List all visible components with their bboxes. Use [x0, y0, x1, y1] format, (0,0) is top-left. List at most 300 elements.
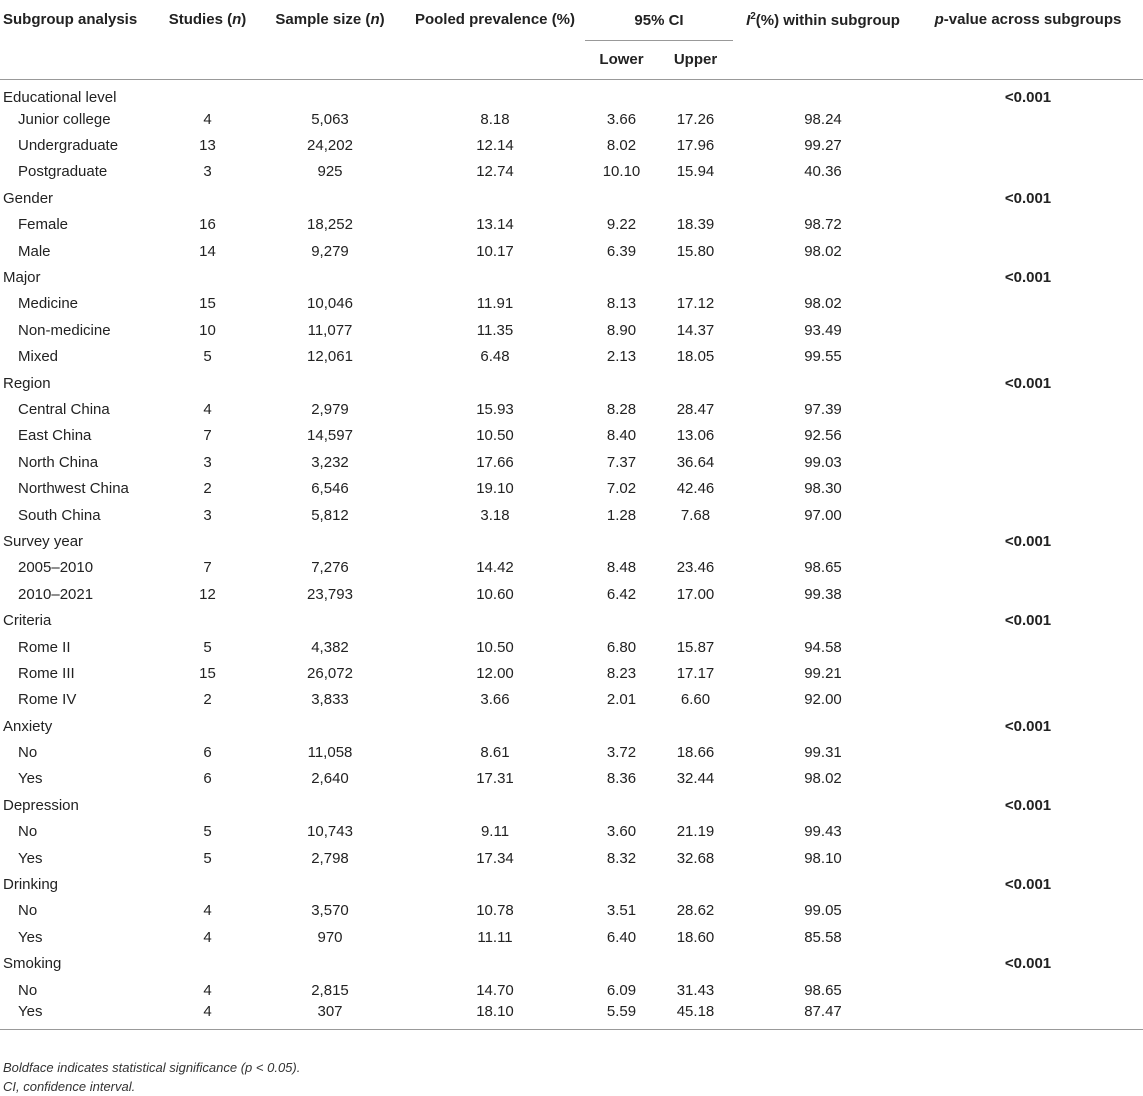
group-row	[0, 871, 1143, 897]
empty-cell	[255, 607, 405, 633]
sample-size-cell: 7,276	[311, 559, 349, 577]
ci-lower-cell: 3.66	[606, 110, 637, 128]
header-pooled-prevalence: Pooled prevalence (%)	[414, 11, 576, 28]
empty-cell	[913, 317, 1143, 343]
empty-cell	[405, 528, 585, 554]
ci-lower-cell: 1.28	[606, 506, 637, 524]
ci-upper-cell: 17.26	[676, 110, 715, 128]
empty-cell	[255, 80, 405, 107]
empty-cell	[255, 264, 405, 290]
i2-cell: 40.36	[804, 163, 842, 181]
header-studies: Studies (n)	[168, 11, 247, 28]
empty-cell	[255, 528, 405, 554]
ci-upper-cell: 31.43	[676, 981, 715, 999]
ci-upper-cell: 42.46	[676, 480, 715, 498]
studies-cell: 14	[199, 242, 216, 260]
p-value-cell: <0.001	[1004, 532, 1052, 550]
empty-cell	[913, 739, 1143, 765]
ci-upper-cell: 45.18	[658, 1003, 733, 1030]
group-row	[0, 528, 1143, 554]
empty-cell	[405, 80, 585, 107]
empty-cell	[658, 951, 733, 977]
subgroup-name: 2010–2021	[18, 585, 94, 603]
empty-cell	[733, 264, 913, 290]
group-name: Major	[3, 269, 41, 287]
group-name: Survey year	[3, 532, 84, 550]
pooled-prevalence-cell: 10.78	[476, 902, 514, 920]
empty-cell	[658, 792, 733, 818]
subgroup-name: Rome II	[18, 638, 71, 656]
studies-cell: 15	[199, 664, 216, 682]
empty-cell	[733, 370, 913, 396]
studies-cell: 4	[203, 981, 212, 999]
sample-size-cell: 11,058	[307, 744, 353, 762]
empty-cell	[255, 792, 405, 818]
table-row	[0, 845, 1143, 871]
i2-cell: 98.02	[804, 770, 842, 788]
i2-cell: 93.49	[804, 321, 842, 339]
ci-upper-cell: 13.06	[676, 427, 715, 445]
pooled-prevalence-cell: 10.50	[476, 427, 514, 445]
ci-lower-cell: 3.60	[606, 823, 637, 841]
studies-cell: 3	[203, 163, 212, 181]
empty-cell	[733, 80, 913, 107]
table-row	[0, 396, 1143, 422]
i2-cell: 97.39	[804, 400, 842, 418]
sample-size-cell: 2,979	[311, 400, 349, 418]
ci-upper-cell: 18.60	[676, 928, 715, 946]
studies-cell: 4	[160, 1003, 255, 1030]
ci-upper-cell: 28.47	[676, 400, 715, 418]
subgroup-name: Yes	[18, 849, 43, 867]
i2-cell: 97.00	[804, 506, 842, 524]
empty-cell	[585, 713, 658, 739]
group-name: Anxiety	[3, 717, 53, 735]
ci-lower-cell: 6.40	[606, 928, 637, 946]
ci-lower-cell: 8.02	[606, 137, 637, 155]
ci-lower-cell: 3.72	[606, 744, 637, 762]
ci-lower-cell: 5.59	[585, 1003, 658, 1030]
pooled-prevalence-cell: 9.11	[480, 823, 510, 841]
subgroup-name: Non-medicine	[18, 321, 111, 339]
i2-cell: 99.55	[804, 348, 842, 366]
sample-size-cell: 5,063	[311, 110, 349, 128]
studies-cell: 12	[199, 585, 216, 603]
group-row	[0, 80, 1143, 107]
studies-cell: 2	[203, 480, 212, 498]
empty-cell	[585, 792, 658, 818]
empty-cell	[658, 607, 733, 633]
table-body	[0, 80, 1143, 1030]
table-row	[0, 819, 1143, 845]
table-row	[0, 159, 1143, 185]
empty-cell	[658, 871, 733, 897]
empty-cell	[255, 713, 405, 739]
table-header	[0, 0, 1143, 80]
pooled-prevalence-cell: 14.42	[476, 559, 514, 577]
ci-upper-cell: 21.19	[676, 823, 715, 841]
studies-cell: 13	[199, 137, 216, 155]
sample-size-cell: 5,812	[311, 506, 349, 524]
pooled-prevalence-cell: 10.60	[476, 585, 514, 603]
empty-cell	[913, 819, 1143, 845]
empty-cell	[913, 475, 1143, 501]
table-row	[0, 423, 1143, 449]
empty-cell	[585, 871, 658, 897]
pooled-prevalence-cell: 3.18	[480, 506, 510, 524]
header-95-ci: 95% CI	[585, 0, 733, 41]
table-row	[0, 766, 1143, 792]
pooled-prevalence-cell: 13.14	[476, 216, 514, 234]
subgroup-name: Rome IV	[18, 691, 77, 709]
pooled-prevalence-cell: 11.11	[477, 928, 513, 946]
studies-cell: 6	[203, 744, 212, 762]
empty-cell	[913, 238, 1143, 264]
subgroup-name: Undergraduate	[18, 137, 119, 155]
sample-size-cell: 3,570	[311, 902, 349, 920]
empty-cell	[913, 423, 1143, 449]
empty-cell	[585, 528, 658, 554]
empty-cell	[658, 713, 733, 739]
empty-cell	[913, 660, 1143, 686]
sample-size-cell: 3,232	[311, 453, 349, 471]
empty-cell	[658, 264, 733, 290]
table-row	[0, 449, 1143, 475]
subgroup-name: No	[18, 981, 38, 999]
table-row	[0, 502, 1143, 528]
empty-cell	[913, 898, 1143, 924]
table-row	[0, 581, 1143, 607]
table-row	[0, 555, 1143, 581]
empty-cell	[585, 951, 658, 977]
empty-cell	[255, 185, 405, 211]
empty-cell	[405, 951, 585, 977]
p-value-cell: <0.001	[1004, 374, 1052, 392]
ci-lower-cell: 7.02	[606, 480, 637, 498]
note-ci: CI, confidence interval.	[3, 1079, 136, 1094]
pooled-prevalence-cell: 12.74	[476, 163, 514, 181]
ci-upper-cell: 28.62	[676, 902, 715, 920]
empty-cell	[585, 264, 658, 290]
ci-lower-cell: 6.42	[606, 585, 637, 603]
ci-lower-cell: 2.01	[606, 691, 637, 709]
ci-lower-cell: 6.09	[606, 981, 637, 999]
empty-cell	[913, 687, 1143, 713]
subgroup-name: No	[18, 823, 38, 841]
table-row	[0, 212, 1143, 238]
ci-upper-cell: 23.46	[676, 559, 715, 577]
empty-cell	[913, 344, 1143, 370]
empty-cell	[160, 713, 255, 739]
note-boldface: Boldface indicates statistical significance (p < 0.05).	[3, 1060, 301, 1075]
empty-cell	[405, 370, 585, 396]
group-row	[0, 792, 1143, 818]
ci-lower-cell: 6.39	[606, 242, 637, 260]
table-row	[0, 898, 1143, 924]
empty-cell	[405, 713, 585, 739]
table-row	[0, 1003, 1143, 1030]
ci-upper-cell: 18.66	[676, 744, 715, 762]
table-row	[0, 317, 1143, 343]
p-value-cell: <0.001	[1004, 955, 1052, 973]
p-value-cell: <0.001	[1004, 876, 1052, 894]
i2-cell: 99.31	[804, 744, 842, 762]
empty-cell	[733, 951, 913, 977]
table-row	[0, 634, 1143, 660]
empty-cell	[255, 370, 405, 396]
i2-cell: 98.02	[804, 295, 842, 313]
group-row	[0, 607, 1143, 633]
empty-cell	[733, 871, 913, 897]
sample-size-cell: 14,597	[307, 427, 353, 445]
table-row	[0, 291, 1143, 317]
group-name: Depression	[3, 796, 79, 814]
empty-cell	[255, 951, 405, 977]
table-row	[0, 238, 1143, 264]
p-value-cell: <0.001	[1004, 89, 1052, 106]
group-row	[0, 713, 1143, 739]
ci-upper-cell: 32.44	[676, 770, 715, 788]
ci-lower-cell: 7.37	[606, 453, 637, 471]
empty-cell	[913, 1003, 1143, 1030]
table-row	[0, 977, 1143, 1003]
ci-lower-cell: 8.36	[606, 770, 637, 788]
pooled-prevalence-cell: 19.10	[476, 480, 514, 498]
i2-cell: 85.58	[804, 928, 842, 946]
subgroup-name: Central China	[18, 400, 110, 418]
empty-cell	[585, 607, 658, 633]
sample-size-cell: 3,833	[311, 691, 349, 709]
empty-cell	[913, 555, 1143, 581]
subgroup-name: Medicine	[18, 295, 79, 313]
group-name: Smoking	[3, 955, 62, 973]
sample-size-cell: 925	[317, 163, 343, 181]
p-value-cell: <0.001	[1004, 269, 1052, 287]
empty-cell	[160, 792, 255, 818]
subgroup-name: Northwest China	[18, 480, 129, 498]
sample-size-cell: 24,202	[307, 137, 353, 155]
i2-cell: 92.00	[804, 691, 842, 709]
sample-size-cell: 12,061	[307, 348, 353, 366]
header-subgroup: Subgroup analysis	[3, 11, 138, 28]
i2-cell: 99.21	[804, 664, 842, 682]
group-row	[0, 951, 1143, 977]
empty-cell	[913, 977, 1143, 1003]
ci-lower-cell: 8.48	[606, 559, 637, 577]
empty-cell	[658, 370, 733, 396]
subgroup-name: East China	[18, 427, 92, 445]
ci-upper-cell: 14.37	[676, 321, 715, 339]
p-value-cell: <0.001	[1004, 612, 1052, 630]
studies-cell: 5	[203, 823, 212, 841]
studies-cell: 5	[203, 348, 212, 366]
empty-cell	[913, 212, 1143, 238]
i2-cell: 98.65	[804, 981, 842, 999]
subgroup-name: Male	[18, 242, 51, 260]
ci-lower-cell: 8.32	[606, 849, 637, 867]
i2-cell: 94.58	[804, 638, 842, 656]
sample-size-cell: 23,793	[307, 585, 353, 603]
pooled-prevalence-cell: 15.93	[476, 400, 514, 418]
empty-cell	[405, 607, 585, 633]
group-name: Region	[3, 374, 51, 392]
table-row	[0, 106, 1143, 132]
table-row	[0, 344, 1143, 370]
ci-lower-cell: 8.28	[606, 400, 637, 418]
table-row	[0, 687, 1143, 713]
empty-cell	[658, 80, 733, 107]
ci-upper-cell: 17.00	[676, 585, 715, 603]
p-value-cell: <0.001	[1004, 796, 1052, 814]
sample-size-cell: 307	[255, 1003, 405, 1030]
empty-cell	[913, 291, 1143, 317]
sample-size-cell: 18,252	[307, 216, 353, 234]
i2-cell: 98.30	[804, 480, 842, 498]
ci-upper-cell: 32.68	[676, 849, 715, 867]
empty-cell	[160, 370, 255, 396]
subgroup-name: No	[18, 744, 38, 762]
table-row	[0, 475, 1143, 501]
studies-cell: 3	[203, 453, 212, 471]
empty-cell	[160, 951, 255, 977]
empty-cell	[913, 106, 1143, 132]
pooled-prevalence-cell: 12.00	[476, 664, 514, 682]
empty-cell	[733, 792, 913, 818]
studies-cell: 4	[203, 400, 212, 418]
empty-cell	[913, 502, 1143, 528]
empty-cell	[913, 449, 1143, 475]
studies-cell: 5	[203, 849, 212, 867]
i2-cell: 99.38	[804, 585, 842, 603]
empty-cell	[913, 396, 1143, 422]
ci-upper-cell: 17.96	[676, 137, 715, 155]
empty-cell	[255, 871, 405, 897]
ci-upper-cell: 15.80	[676, 242, 715, 260]
i2-cell: 99.27	[804, 137, 842, 155]
header-i2: $I^2(\%)$ within subgroup	[746, 11, 900, 29]
empty-cell	[913, 845, 1143, 871]
group-name: Drinking	[3, 876, 59, 894]
empty-cell	[405, 264, 585, 290]
empty-cell	[160, 607, 255, 633]
header-upper: Upper	[673, 51, 718, 68]
studies-cell: 5	[203, 638, 212, 656]
i2-cell: 98.72	[804, 216, 842, 234]
ci-lower-cell: 2.13	[606, 348, 637, 366]
ci-upper-cell: 36.64	[676, 453, 715, 471]
ci-lower-cell: 8.23	[606, 664, 637, 682]
pooled-prevalence-cell: 8.18	[480, 110, 510, 128]
studies-cell: 3	[203, 506, 212, 524]
group-name: Criteria	[3, 612, 52, 630]
empty-cell	[913, 132, 1143, 158]
empty-cell	[160, 871, 255, 897]
sample-size-cell: 10,046	[307, 295, 353, 313]
i2-cell: 98.65	[804, 559, 842, 577]
ci-upper-cell: 17.17	[676, 664, 715, 682]
empty-cell	[913, 634, 1143, 660]
ci-lower-cell: 8.13	[606, 295, 637, 313]
sample-size-cell: 2,798	[311, 849, 349, 867]
ci-lower-cell: 10.10	[602, 163, 641, 181]
studies-cell: 7	[203, 427, 212, 445]
sample-size-cell: 970	[317, 928, 343, 946]
studies-cell: 4	[203, 902, 212, 920]
table-row	[0, 924, 1143, 950]
pooled-prevalence-cell: 10.17	[476, 242, 514, 260]
p-value-cell: <0.001	[1004, 189, 1052, 207]
pooled-prevalence-cell: 14.70	[476, 981, 514, 999]
i2-cell: 87.47	[733, 1003, 913, 1030]
i2-cell: 99.03	[804, 453, 842, 471]
empty-cell	[913, 581, 1143, 607]
ci-lower-cell: 3.51	[606, 902, 637, 920]
studies-cell: 6	[203, 770, 212, 788]
i2-cell: 98.02	[804, 242, 842, 260]
pooled-prevalence-cell: 17.31	[476, 770, 514, 788]
i2-cell: 98.10	[804, 849, 842, 867]
empty-cell	[733, 528, 913, 554]
group-name: Gender	[3, 189, 54, 207]
subgroup-name: 2005–2010	[18, 559, 94, 577]
table-row	[0, 739, 1143, 765]
ci-upper-cell: 18.39	[676, 216, 715, 234]
subgroup-name: Mixed	[18, 348, 59, 366]
i2-cell: 99.43	[804, 823, 842, 841]
ci-upper-cell: 18.05	[676, 348, 715, 366]
subgroup-name: South China	[18, 506, 101, 524]
subgroup-name: Postgraduate	[18, 163, 108, 181]
empty-cell	[585, 80, 658, 107]
header-p-value: p-value across subgroups	[934, 11, 1122, 28]
empty-cell	[913, 159, 1143, 185]
studies-cell: 4	[203, 928, 212, 946]
studies-cell: 7	[203, 559, 212, 577]
header-lower: Lower	[599, 51, 644, 68]
studies-cell: 2	[203, 691, 212, 709]
studies-cell: 10	[199, 321, 216, 339]
sample-size-cell: 2,640	[311, 770, 349, 788]
subgroup-name: Yes	[18, 928, 43, 946]
sample-size-cell: 6,546	[311, 480, 349, 498]
table-notes	[3, 1058, 300, 1096]
table-row	[0, 660, 1143, 686]
empty-cell	[658, 185, 733, 211]
empty-cell	[733, 185, 913, 211]
group-row	[0, 370, 1143, 396]
pooled-prevalence-cell: 18.10	[405, 1003, 585, 1030]
group-name: Educational level	[3, 89, 117, 106]
empty-cell	[160, 80, 255, 107]
pooled-prevalence-cell: 11.35	[476, 321, 514, 339]
subgroup-name: Rome III	[18, 664, 75, 682]
empty-cell	[585, 370, 658, 396]
pooled-prevalence-cell: 8.61	[480, 744, 510, 762]
i2-cell: 92.56	[804, 427, 842, 445]
ci-upper-cell: 15.94	[676, 163, 715, 181]
empty-cell	[913, 766, 1143, 792]
pooled-prevalence-cell: 17.66	[476, 453, 514, 471]
empty-cell	[658, 528, 733, 554]
subgroup-name: Yes	[0, 1003, 160, 1030]
i2-cell: 99.05	[804, 902, 842, 920]
sample-size-cell: 4,382	[311, 638, 349, 656]
empty-cell	[405, 871, 585, 897]
i2-cell: 98.24	[804, 110, 842, 128]
p-value-cell: <0.001	[1004, 717, 1052, 735]
empty-cell	[160, 264, 255, 290]
sample-size-cell: 9,279	[311, 242, 349, 260]
